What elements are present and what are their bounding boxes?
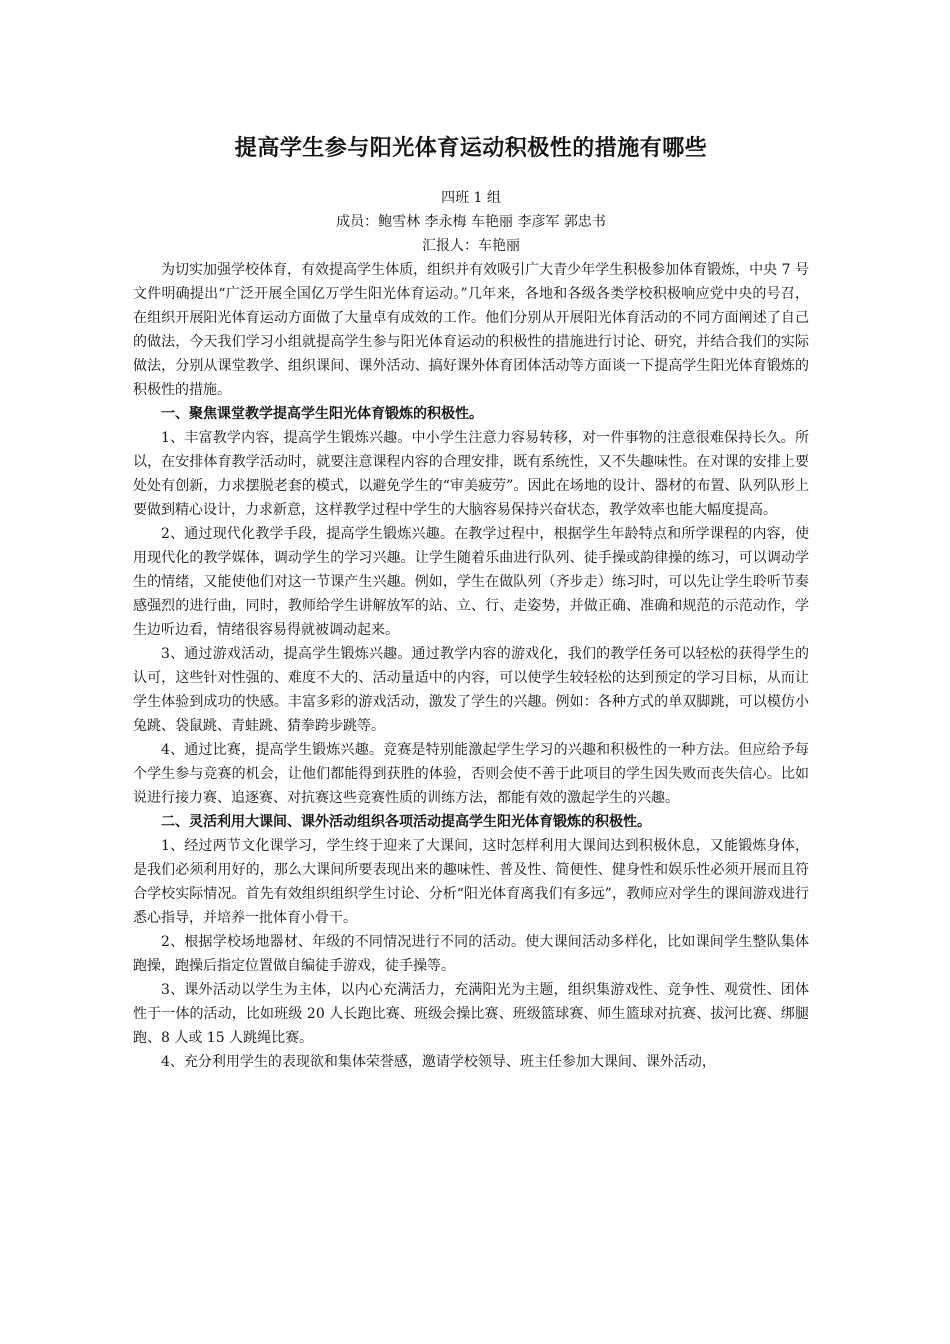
section1-paragraph-1: 1、丰富教学内容，提高学生锻炼兴趣。中小学生注意力容易转移，对一件事物的注意很难保持长久。所以，在安排体育教学活动时，就要注意课程内容的合理安排，既有系统性，又不失趣味性。在对课的安排上要处处有创新，力求摆脱老套的模式，以避免学生的“审美疲劳”。因此在场地的设计、器材的布置、队列队形上要做到精心设计，力求新意，这样教学过程中学生的大脑容易保持兴奋状态，教学效率也能大幅度提高。 [133, 430, 809, 518]
intro-paragraph: 为切实加强学校体育，有效提高学生体质，组织并有效吸引广大青少年学生积极参加体育锻炼，中央 7 号文件明确提出“广泛开展全国亿万学生阳光体育运动。”几年来，各地和各级各类学校积极响应党中央的号召，在组织开展阳光体育运动方面做了大量卓有成效的工作。他们分别从开展阳光体育活动的不同方面阐述了自己的做法，今天我们学习小组就提高学生参与阳光体育运动的积极性的措施进行讨论、研究，并结合我们的实际做法，分别从课堂教学、组织课间、课外活动、搞好课外体育团体活动等方面谈一下提高学生阳光体育锻炼的积极性的措施。 [133, 262, 809, 398]
section1-paragraph-2: 2、通过现代化教学手段，提高学生锻炼兴趣。在教学过程中，根据学生年龄特点和所学课程的内容，使用现代化的教学媒体，调动学生的学习兴趣。让学生随着乐曲进行队列、徒手操或韵律操的练习，可以调动学生的情绪，又能使他们对这一节课产生兴趣。例如，学生在做队列（齐步走）练习时，可以先让学生聆听节奏感强烈的进行曲，同时，教师给学生讲解放军的站、立、行、走姿势，并做正确、准确和规范的示范动作，学生边听边看，情绪很容易得就被调动起来。 [133, 526, 809, 638]
members-line: 成员：鲍雪林 李永梅 车艳丽 李彦军 郭忠书 [336, 214, 606, 230]
section1-paragraph-4: 4、通过比赛，提高学生锻炼兴趣。竞赛是特别能激起学生学习的兴趣和积极性的一种方法。但应给予每个学生参与竞赛的机会，让他们都能得到获胜的体验，否则会使不善于此项目的学生因失败而丧失信心。比如说进行接力赛、追逐赛、对抗赛这些竞赛性质的训练方法，都能有效的激起学生的兴趣。 [133, 742, 809, 806]
reporter-line: 汇报人：车艳丽 [422, 238, 520, 254]
document-page [133, 118, 809, 1074]
group-line: 四班 1 组 [441, 190, 501, 206]
document-title: 提高学生参与阳光体育运动积极性的措施有哪些 [234, 136, 708, 161]
section2-heading: 二、灵活利用大课间、课外活动组织各项活动提高学生阳光体育锻炼的积极性。 [161, 814, 651, 830]
section2-paragraph-3: 3、课外活动以学生为主体，以内心充满活力，充满阳光为主题，组织集游戏性、竞争性、观赏性、团体性于一体的活动，比如班级 20 人长跑比赛、班级会操比赛、班级篮球赛、师生篮球对抗赛、拔河比赛、绑腿跑、8 人或 15 人跳绳比赛。 [133, 982, 809, 1046]
section2-paragraph-1: 1、经过两节文化课学习，学生终于迎来了大课间，这时怎样利用大课间达到积极休息，又能锻炼身体，是我们必须利用好的，那么大课间所要表现出来的趣味性、普及性、简便性、健身性和娱乐性必须开展而且符合学校实际情况。首先有效组织组织学生讨论、分析“阳光体育离我们有多远”，教师应对学生的课间游戏进行悉心指导，并培养一批体育小骨干。 [133, 838, 809, 926]
section1-paragraph-3: 3、通过游戏活动，提高学生锻炼兴趣。通过教学内容的游戏化，我们的教学任务可以轻松的获得学生的认可，这些针对性强的、难度不大的、活动量适中的内容，可以使学生较轻松的达到预定的学习目标，从而让学生体验到成功的快感。丰富多彩的游戏活动，激发了学生的兴趣。例如：各种方式的单双脚跳，可以模仿小兔跳、袋鼠跳、青蛙跳、猜拳跨步跳等。 [133, 646, 809, 734]
section2-paragraph-2: 2、根据学校场地器材、年级的不同情况进行不同的活动。使大课间活动多样化，比如课间学生整队集体跑操，跑操后指定位置做自编徒手游戏，徒手操等。 [133, 934, 809, 974]
section1-heading: 一、聚焦课堂教学提高学生阳光体育锻炼的积极性。 [161, 406, 483, 422]
section2-paragraph-4: 4、充分利用学生的表现欲和集体荣誉感，邀请学校领导、班主任参加大课间、课外活动， [161, 1054, 716, 1070]
